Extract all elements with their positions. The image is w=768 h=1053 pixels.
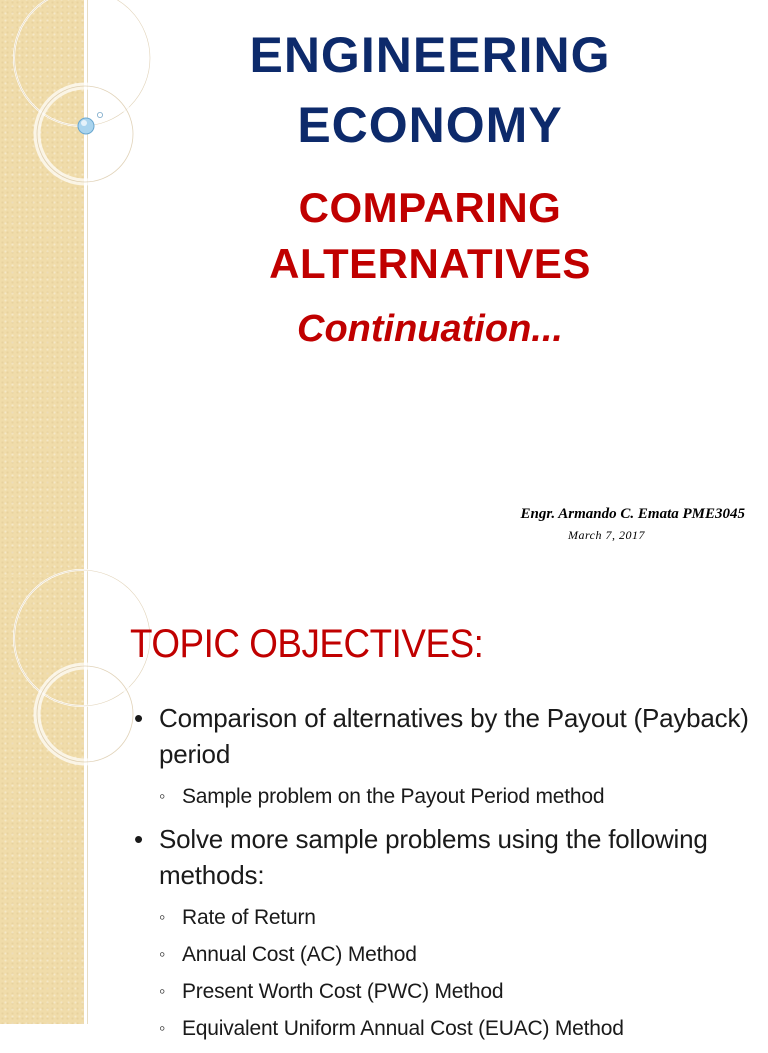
sub-list-item: ◦ Annual Cost (AC) Method [159,936,760,973]
objectives-list [130,700,760,1053]
objectives-heading: TOPIC OBJECTIVES: [130,622,484,666]
continuation-text: Continuation... [297,308,563,350]
list-item [130,821,760,1047]
title-line-2: ECONOMY [297,97,563,153]
subtitle-line-2: ALTERNATIVES [269,240,591,287]
objective-text: • Comparison of alternatives by the Payout (Payback) period [159,703,749,769]
subtitle-line-1: COMPARING [298,184,562,231]
sub-list [159,899,760,1047]
list-item [130,700,760,815]
sub-list-item: ◦ Sample problem on the Payout Period method [159,778,760,815]
author-name: Engr. Armando C. Emata PME3045 [520,506,745,522]
sub-list [159,778,760,815]
objective-text: • Solve more sample problems using the following methods: [159,824,708,890]
presentation-date: March 7, 2017 [567,528,645,542]
sub-list-item: ◦ Present Worth Cost (PWC) Method [159,973,760,1010]
objectives-slide [0,576,768,1040]
sub-list-item: ◦ Equivalent Uniform Annual Cost (EUAC) Method [159,1010,760,1047]
title-line-1: ENGINEERING [249,27,611,83]
sub-list-item: ◦ Rate of Return [159,899,760,936]
